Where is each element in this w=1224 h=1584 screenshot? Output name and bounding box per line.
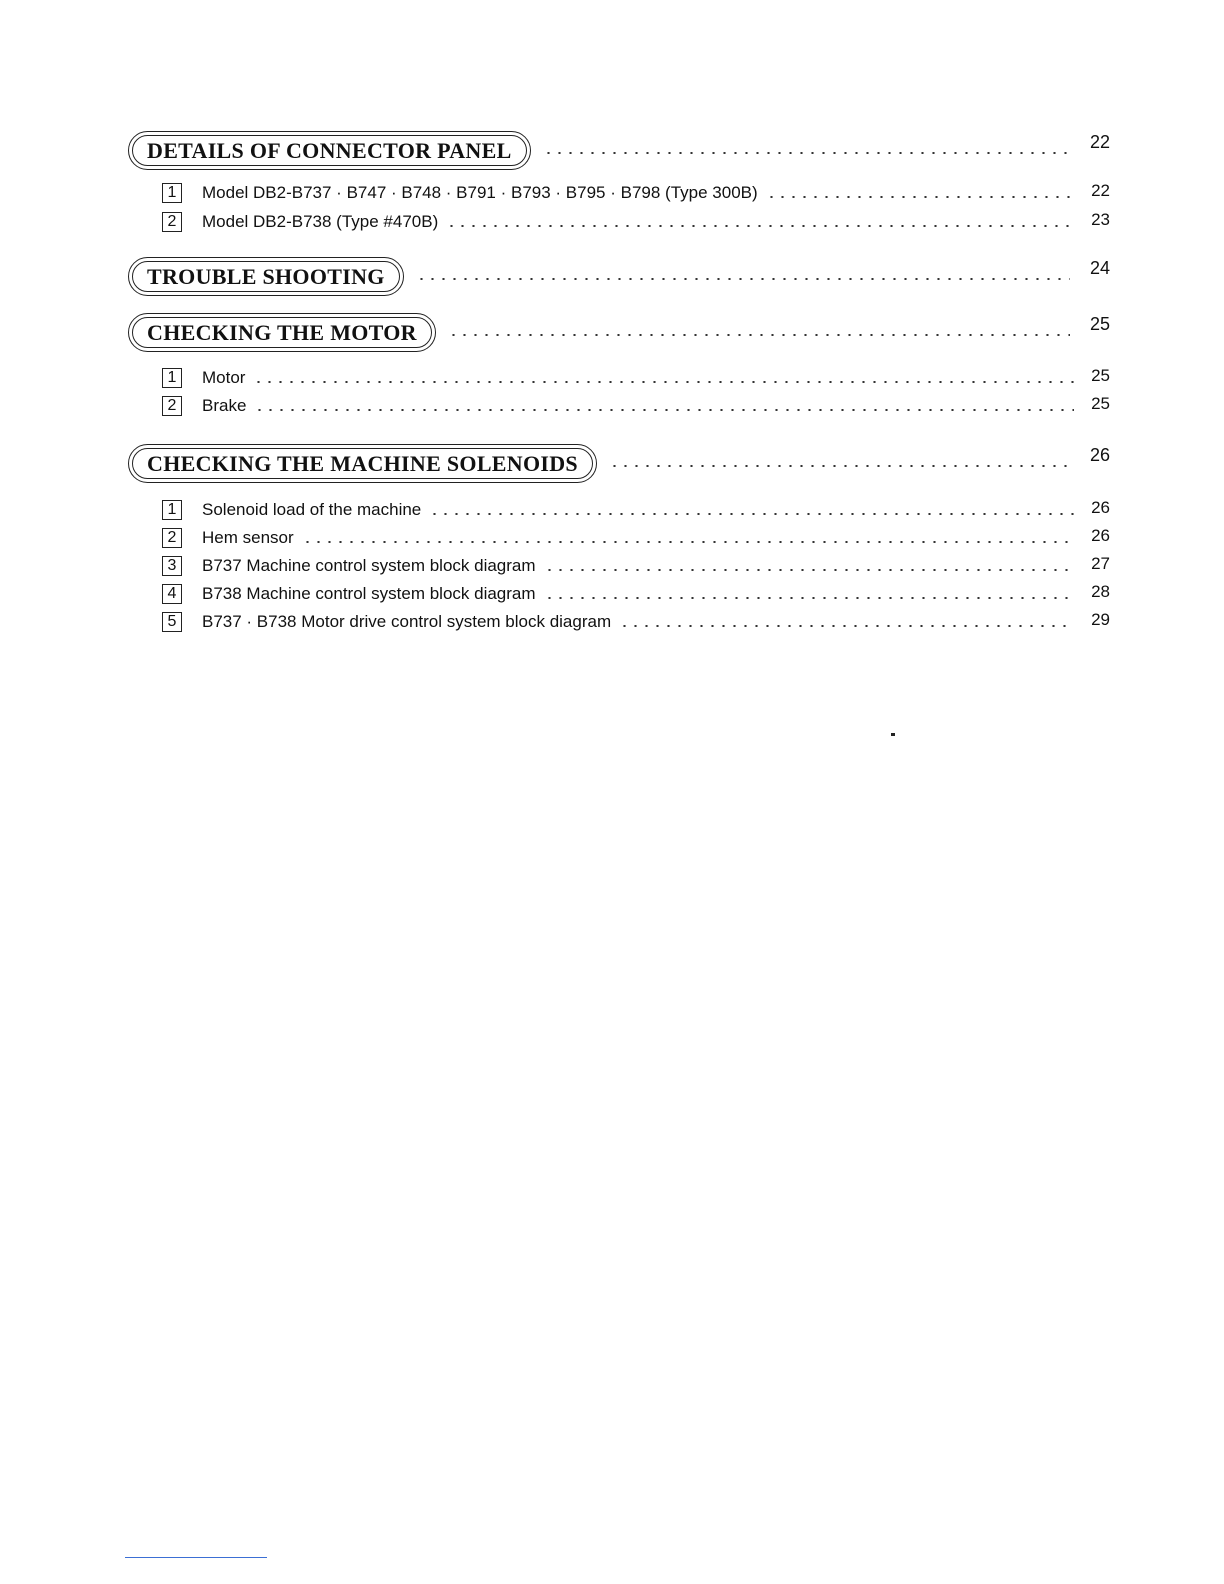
item-page-number: 27 [1091, 554, 1110, 573]
item-number-box: 5 [162, 612, 182, 632]
section-page-number: 22 [1089, 131, 1110, 152]
item-label: B738 Machine control system block diagram [202, 584, 536, 603]
toc-item[interactable] [162, 209, 1110, 235]
item-label: B737 Machine control system block diagram [202, 556, 536, 575]
dot-leader [544, 569, 1074, 571]
toc-item[interactable] [162, 393, 1110, 419]
item-page-number: 25 [1091, 394, 1110, 413]
section-page-number: 24 [1089, 257, 1110, 278]
section-heading-frame [128, 257, 404, 296]
dot-leader [448, 334, 1070, 336]
dot-leader [446, 225, 1074, 227]
toc-item[interactable] [162, 497, 1110, 523]
section-heading-frame [128, 444, 597, 483]
item-page-number: 28 [1091, 582, 1110, 601]
item-page-number: 26 [1091, 526, 1110, 545]
scan-speck [891, 733, 895, 736]
dot-leader [619, 625, 1074, 627]
toc-item[interactable] [162, 553, 1110, 579]
item-number-box: 1 [162, 500, 182, 520]
item-page-number: 23 [1091, 210, 1110, 229]
toc-section-checking-the-motor[interactable] [128, 312, 1110, 352]
dot-leader [429, 513, 1074, 515]
item-label: Model DB2-B737 · B747 · B748 · B791 · B793 · B795 · B798 (Type 300B) [202, 183, 758, 202]
item-label: Solenoid load of the machine [202, 500, 422, 519]
dot-leader [544, 597, 1074, 599]
item-number-box: 1 [162, 368, 182, 388]
item-number-box: 4 [162, 584, 182, 604]
toc-item[interactable] [162, 609, 1110, 635]
footer-rule [125, 1557, 267, 1558]
dot-leader [302, 541, 1074, 543]
section-page-number: 26 [1089, 444, 1110, 465]
toc-item[interactable] [162, 365, 1110, 391]
section-heading: DETAILS OF CONNECTOR PANEL [132, 135, 527, 166]
dot-leader [609, 465, 1070, 467]
section-heading-frame [128, 131, 531, 170]
dot-leader [416, 278, 1070, 280]
toc-item[interactable] [162, 525, 1110, 551]
section-heading: CHECKING THE MACHINE SOLENOIDS [132, 448, 593, 479]
item-number-box: 2 [162, 212, 182, 232]
dot-leader [254, 409, 1074, 411]
item-number-box: 2 [162, 528, 182, 548]
item-label: Model DB2-B738 (Type #470B) [202, 212, 439, 231]
dot-leader [543, 152, 1070, 154]
item-page-number: 22 [1091, 181, 1110, 200]
toc-section-details-of-connector-panel[interactable] [128, 130, 1110, 170]
item-number-box: 2 [162, 396, 182, 416]
item-number-box: 1 [162, 183, 182, 203]
section-heading: TROUBLE SHOOTING [132, 261, 400, 292]
toc-section-trouble-shooting[interactable] [128, 256, 1110, 296]
section-page-number: 25 [1089, 313, 1110, 334]
dot-leader [766, 196, 1074, 198]
item-page-number: 29 [1091, 610, 1110, 629]
item-number-box: 3 [162, 556, 182, 576]
item-label: Brake [202, 396, 247, 415]
toc-section-checking-the-machine-solenoids[interactable] [128, 443, 1110, 483]
item-label: Hem sensor [202, 528, 294, 547]
section-heading-frame [128, 313, 436, 352]
item-label: B737 · B738 Motor drive control system block diagram [202, 612, 612, 631]
section-heading: CHECKING THE MOTOR [132, 317, 432, 348]
item-label: Motor [202, 368, 246, 387]
toc-item[interactable] [162, 180, 1110, 206]
item-page-number: 25 [1091, 366, 1110, 385]
toc-item[interactable] [162, 581, 1110, 607]
item-page-number: 26 [1091, 498, 1110, 517]
dot-leader [253, 381, 1074, 383]
